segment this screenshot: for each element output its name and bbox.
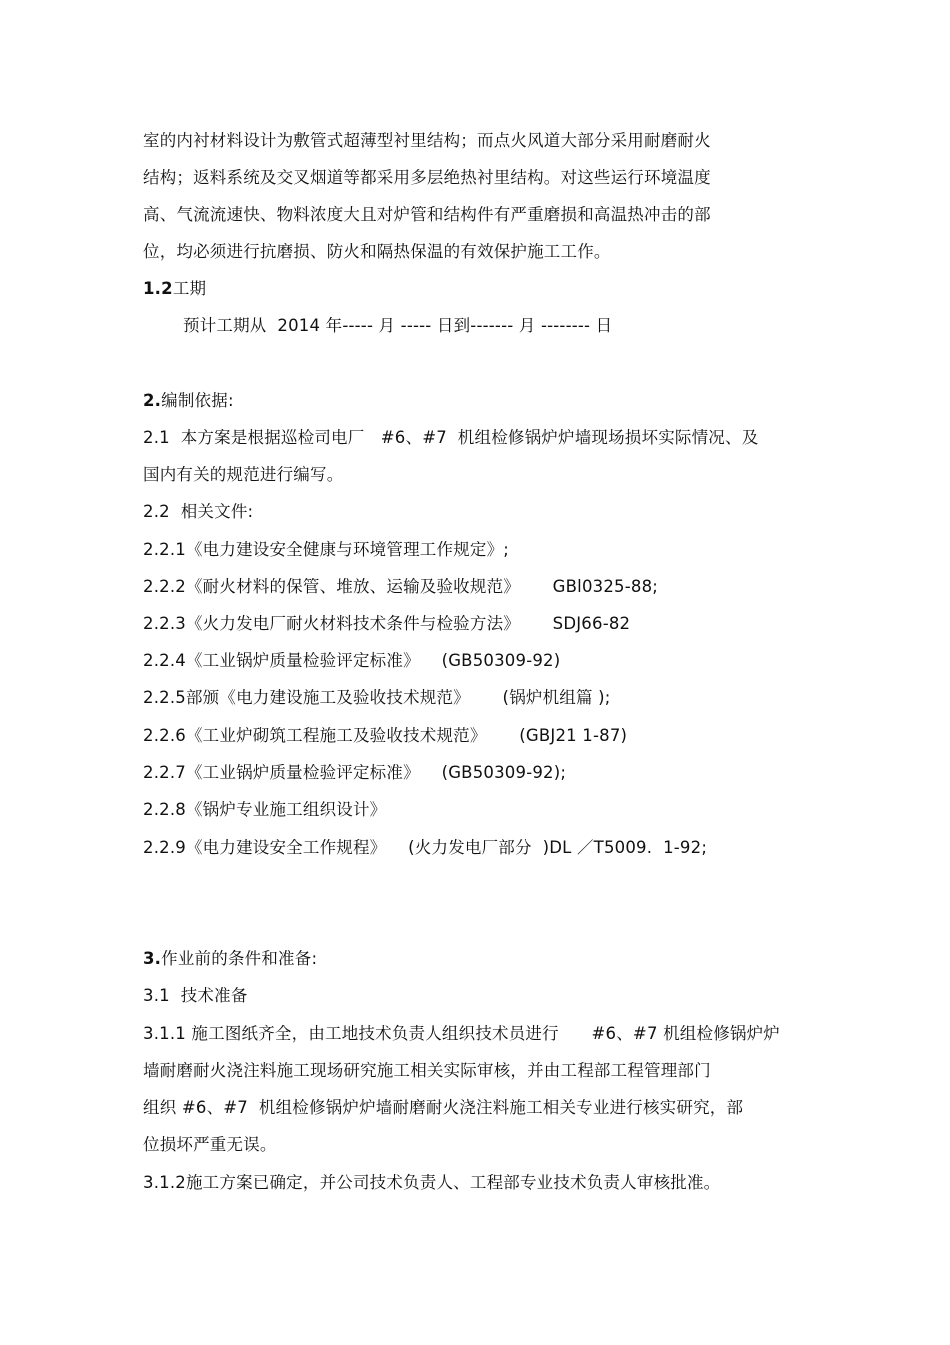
item-3-1-1-line: 组织 #6、#7 机组检修锅炉炉墙耐磨耐火浇注料施工相关专业进行核实研究，部 bbox=[143, 1098, 744, 1117]
section-title: 编制依据: bbox=[161, 391, 234, 410]
document-item: 2.2.6《工业炉砌筑工程施工及验收技术规范》 (GBJ21 1-87) bbox=[143, 726, 628, 745]
document-item: 2.2.1《电力建设安全健康与环境管理工作规定》; bbox=[143, 540, 510, 559]
section-heading-2 bbox=[143, 390, 234, 412]
document-item: 2.2.9《电力建设安全工作规程》 (火力发电厂部分 )DL ／T5009. 1-92; bbox=[143, 838, 708, 857]
section-number: 2. bbox=[143, 391, 162, 410]
section-number: 1.2 bbox=[143, 279, 173, 298]
document-item: 2.2.2《耐火材料的保管、堆放、运输及验收规范》 GBl0325-88; bbox=[143, 577, 659, 596]
paragraph-line: 位，均必须进行抗磨损、防火和隔热保温的有效保护施工工作。 bbox=[143, 242, 611, 261]
document-item: 2.2.4《工业锅炉质量检验评定标准》 (GB50309-92) bbox=[143, 651, 561, 670]
item-3-1-1-line: 墙耐磨耐火浇注料施工现场研究施工相关实际审核，并由工程部工程管理部门 bbox=[143, 1061, 711, 1080]
paragraph-line: 结构；返料系统及交叉烟道等都采用多层绝热衬里结构。对这些运行环境温度 bbox=[143, 168, 711, 187]
section-title: 工期 bbox=[172, 279, 207, 298]
section-number: 3. bbox=[143, 949, 162, 968]
item-2-1-line: 国内有关的规范进行编写。 bbox=[143, 465, 344, 484]
document-item: 2.2.3《火力发电厂耐火材料技术条件与检验方法》 SDJ66-82 bbox=[143, 614, 631, 633]
item-3-1-1-line: 3.1.1 施工图纸齐全，由工地技术负责人组织技术员进行 #6、#7 机组检修锅炉炉 bbox=[143, 1024, 780, 1043]
item-3-1-1-line: 位损坏严重无误。 bbox=[143, 1135, 277, 1154]
section-heading-3 bbox=[143, 948, 317, 970]
item-2-2: 2.2 相关文件: bbox=[143, 502, 254, 521]
document-item: 2.2.5部颁《电力建设施工及验收技术规范》 (锅炉机组篇 ); bbox=[143, 688, 611, 707]
document-item: 2.2.7《工业锅炉质量检验评定标准》 (GB50309-92); bbox=[143, 763, 567, 782]
schedule-text: 预计工期从 2014 年----- 月 ----- 日到------- 月 -------- 日 bbox=[183, 316, 613, 335]
item-3-1-2: 3.1.2施工方案已确定，并公司技术负责人、工程部专业技术负责人审核批准。 bbox=[143, 1173, 721, 1192]
item-3-1: 3.1 技术准备 bbox=[143, 986, 248, 1005]
paragraph-line: 高、气流流速快、物料浓度大且对炉管和结构件有严重磨损和高温热冲击的部 bbox=[143, 205, 711, 224]
item-2-1-line: 2.1 本方案是根据巡检司电厂 #6、#7 机组检修锅炉炉墙现场损坏实际情况、及 bbox=[143, 428, 759, 447]
document-item: 2.2.8《锅炉专业施工组织设计》 bbox=[143, 800, 387, 819]
section-title: 作业前的条件和准备: bbox=[161, 949, 318, 968]
section-heading-1-2 bbox=[143, 278, 206, 300]
paragraph-line: 室的内衬材料设计为敷管式超薄型衬里结构；而点火风道大部分采用耐磨耐火 bbox=[143, 131, 711, 150]
